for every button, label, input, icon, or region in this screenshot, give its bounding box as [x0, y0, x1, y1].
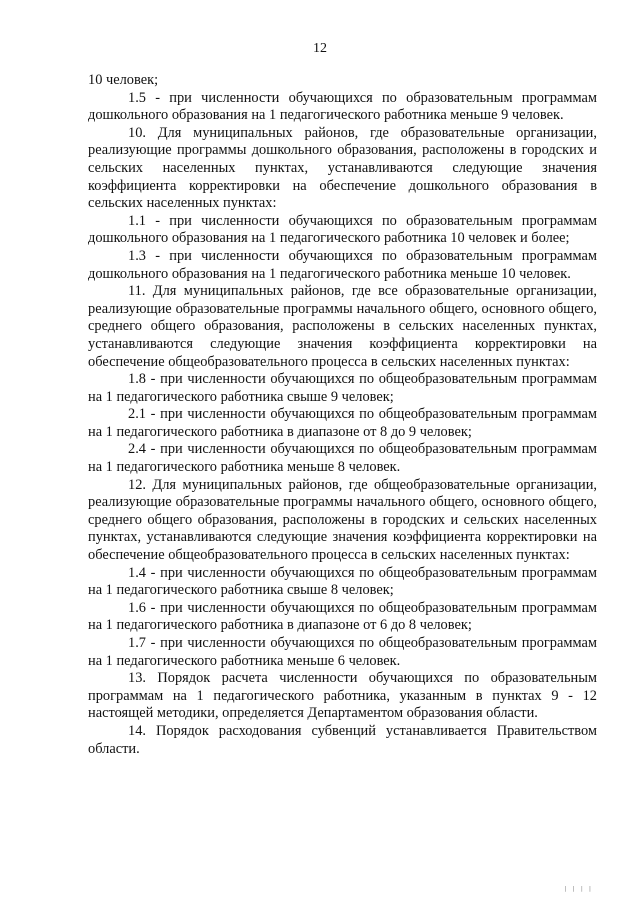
- document-body: [88, 72, 597, 758]
- page-number: 12: [313, 41, 327, 56]
- paragraph-item-1-7: 1.7 - при численности обучающихся по общеобразовательным программам на 1 педагогического работника меньше 6 человек.: [88, 635, 597, 669]
- paragraph-item-2-4: 2.4 - при численности обучающихся по общеобразовательным программам на 1 педагогического работника меньше 8 человек.: [88, 441, 597, 476]
- scan-artifact-marks: ❘❘❘❘: [563, 885, 596, 893]
- paragraph-continuation: 10 человек;: [88, 72, 159, 88]
- paragraph-item-2-1: 2.1 - при численности обучающихся по общеобразовательным программам на 1 педагогического работника в диапазоне от 8 до 9 человек;: [88, 406, 597, 440]
- paragraph-item-1-1: 1.1 - при численности обучающихся по образовательным программам дошкольного образования на 1 педагогического работника 10 человек и более;: [88, 212, 597, 247]
- paragraph-clause-13: 13. Порядок расчета численности обучающихся по образовательным программам на 1 педагогического работника, указанным в пунктах 9 - 12 настоящей методики, определяется Департаментом образования области.: [88, 670, 597, 722]
- paragraph-clause-12: 12. Для муниципальных районов, где общеобразовательные организации, реализующие образовательные программы начального общего, основного общего, среднего общего образования, расположены в городских и сельских населенных пунктах, устанавливаются следующие значения коэффициента корректировки на обеспечение общеобразовательного процесса в сельских населенных пунктах:: [88, 476, 597, 564]
- paragraph-clause-10: 10. Для муниципальных районов, где образовательные организации, реализующие программы дошкольного образования, расположены в городских и сельских населенных пунктах, устанавливаются следующие значения коэффициента корректировки на обеспечение дошкольного образования в сельских населенных пунктах:: [88, 124, 597, 212]
- paragraph-item-1-5: 1.5 - при численности обучающихся по образовательным программам дошкольного образования на 1 педагогического работника меньше 9 человек.: [88, 89, 597, 124]
- paragraph-clause-14: 14. Порядок расходования субвенций устанавливается Правительством области.: [88, 722, 597, 757]
- paragraph-item-1-3: 1.3 - при численности обучающихся по образовательным программам дошкольного образования на 1 педагогического работника меньше 10 человек.: [88, 247, 597, 282]
- paragraph-item-1-8: 1.8 - при численности обучающихся по общеобразовательным программам на 1 педагогического работника свыше 9 человек;: [88, 371, 597, 405]
- paragraph-item-1-4: 1.4 - при численности обучающихся по общеобразовательным программам на 1 педагогического работника свыше 8 человек;: [88, 564, 597, 599]
- paragraph-item-1-6: 1.6 - при численности обучающихся по общеобразовательным программам на 1 педагогического работника в диапазоне от 6 до 8 человек;: [88, 599, 597, 634]
- paragraph-clause-11: 11. Для муниципальных районов, где все образовательные организации, реализующие образовательные программы начального общего, основного общего, среднего общего образования, расположены в сельских населенных пунктах, устанавливаются следующие значения коэффициента корректировки на обеспечение общеобразовательного процесса в сельских населенных пунктах:: [88, 283, 597, 370]
